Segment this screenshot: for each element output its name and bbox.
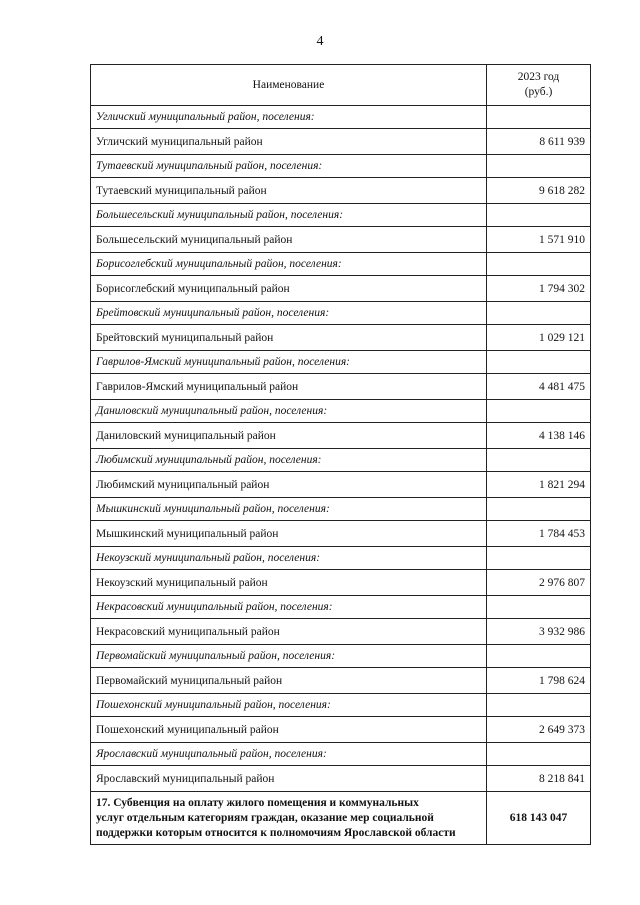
- district-name: Угличский муниципальный район: [91, 129, 487, 155]
- group-label: Некрасовский муниципальный район, поселения:: [91, 596, 487, 619]
- group-label: Некоузский муниципальный район, поселения:: [91, 547, 487, 570]
- group-row: [91, 596, 591, 619]
- group-row: [91, 106, 591, 129]
- group-amount-empty: [487, 106, 591, 129]
- total-name-line: услуг отдельным категориям граждан, оказание мер социальной: [96, 811, 434, 824]
- district-name: Даниловский муниципальный район: [91, 423, 487, 449]
- group-row: [91, 694, 591, 717]
- group-label: Первомайский муниципальный район, поселения:: [91, 645, 487, 668]
- district-amount: 8 218 841: [487, 766, 591, 792]
- district-name: Некрасовский муниципальный район: [91, 619, 487, 645]
- district-name: Первомайский муниципальный район: [91, 668, 487, 694]
- group-amount-empty: [487, 302, 591, 325]
- table-row: [91, 276, 591, 302]
- group-row: [91, 498, 591, 521]
- group-row: [91, 449, 591, 472]
- group-label: Брейтовский муниципальный район, поселения:: [91, 302, 487, 325]
- group-label: Большесельский муниципальный район, поселения:: [91, 204, 487, 227]
- group-amount-empty: [487, 498, 591, 521]
- group-label: Мышкинский муниципальный район, поселения:: [91, 498, 487, 521]
- group-row: [91, 253, 591, 276]
- district-amount: 1 029 121: [487, 325, 591, 351]
- total-amount: 618 143 047: [487, 792, 591, 845]
- header-year-label: 2023 год: [517, 71, 560, 83]
- district-amount: 2 976 807: [487, 570, 591, 596]
- group-amount-empty: [487, 253, 591, 276]
- table-row: [91, 129, 591, 155]
- district-name: Борисоглебский муниципальный район: [91, 276, 487, 302]
- group-label: Даниловский муниципальный район, поселения:: [91, 400, 487, 423]
- district-amount: 8 611 939: [487, 129, 591, 155]
- district-amount: 1 571 910: [487, 227, 591, 253]
- table-row: [91, 227, 591, 253]
- header-year: [487, 65, 591, 106]
- table-row: [91, 423, 591, 449]
- total-name-line: 17. Субвенция на оплату жилого помещения и коммунальных: [96, 796, 419, 809]
- district-name: Тутаевский муниципальный район: [91, 178, 487, 204]
- group-row: [91, 204, 591, 227]
- group-amount-empty: [487, 596, 591, 619]
- group-row: [91, 547, 591, 570]
- table-row: [91, 374, 591, 400]
- group-row: [91, 400, 591, 423]
- table-body: [91, 106, 591, 792]
- group-amount-empty: [487, 204, 591, 227]
- table-row: [91, 325, 591, 351]
- group-amount-empty: [487, 449, 591, 472]
- table-row: [91, 619, 591, 645]
- table-row: [91, 472, 591, 498]
- table-row: [91, 521, 591, 547]
- group-row: [91, 351, 591, 374]
- group-row: [91, 302, 591, 325]
- group-amount-empty: [487, 547, 591, 570]
- group-amount-empty: [487, 155, 591, 178]
- group-label: Пошехонский муниципальный район, поселения:: [91, 694, 487, 717]
- district-name: Брейтовский муниципальный район: [91, 325, 487, 351]
- table-row: [91, 178, 591, 204]
- page-number: 4: [316, 34, 324, 49]
- total-name-line: поддержки которым относится к полномочиям Ярославской области: [96, 826, 456, 839]
- district-name: Большесельский муниципальный район: [91, 227, 487, 253]
- group-amount-empty: [487, 400, 591, 423]
- group-amount-empty: [487, 694, 591, 717]
- table-row: [91, 766, 591, 792]
- total-name: [91, 792, 487, 845]
- group-label: Ярославский муниципальный район, поселения:: [91, 743, 487, 766]
- district-amount: 1 794 302: [487, 276, 591, 302]
- group-amount-empty: [487, 351, 591, 374]
- district-amount: 2 649 373: [487, 717, 591, 743]
- budget-table: [90, 64, 591, 845]
- district-name: Ярославский муниципальный район: [91, 766, 487, 792]
- district-name: Любимский муниципальный район: [91, 472, 487, 498]
- district-amount: 1 798 624: [487, 668, 591, 694]
- group-label: Борисоглебский муниципальный район, поселения:: [91, 253, 487, 276]
- district-name: Гаврилов-Ямский муниципальный район: [91, 374, 487, 400]
- group-amount-empty: [487, 645, 591, 668]
- table-row: [91, 570, 591, 596]
- group-label: Тутаевский муниципальный район, поселения:: [91, 155, 487, 178]
- district-amount: 3 932 986: [487, 619, 591, 645]
- table-header-row: [91, 65, 591, 106]
- total-row: [91, 792, 591, 845]
- district-amount: 9 618 282: [487, 178, 591, 204]
- group-row: [91, 743, 591, 766]
- district-name: Пошехонский муниципальный район: [91, 717, 487, 743]
- district-amount: 1 784 453: [487, 521, 591, 547]
- district-amount: 4 138 146: [487, 423, 591, 449]
- group-label: Угличский муниципальный район, поселения:: [91, 106, 487, 129]
- table-row: [91, 717, 591, 743]
- district-name: Мышкинский муниципальный район: [91, 521, 487, 547]
- district-amount: 4 481 475: [487, 374, 591, 400]
- group-row: [91, 155, 591, 178]
- district-amount: 1 821 294: [487, 472, 591, 498]
- group-label: Гаврилов-Ямский муниципальный район, поселения:: [91, 351, 487, 374]
- header-name: Наименование: [91, 65, 487, 106]
- group-amount-empty: [487, 743, 591, 766]
- table-row: [91, 668, 591, 694]
- district-name: Некоузский муниципальный район: [91, 570, 487, 596]
- group-label: Любимский муниципальный район, поселения:: [91, 449, 487, 472]
- header-unit-label: (руб.): [524, 86, 553, 98]
- group-row: [91, 645, 591, 668]
